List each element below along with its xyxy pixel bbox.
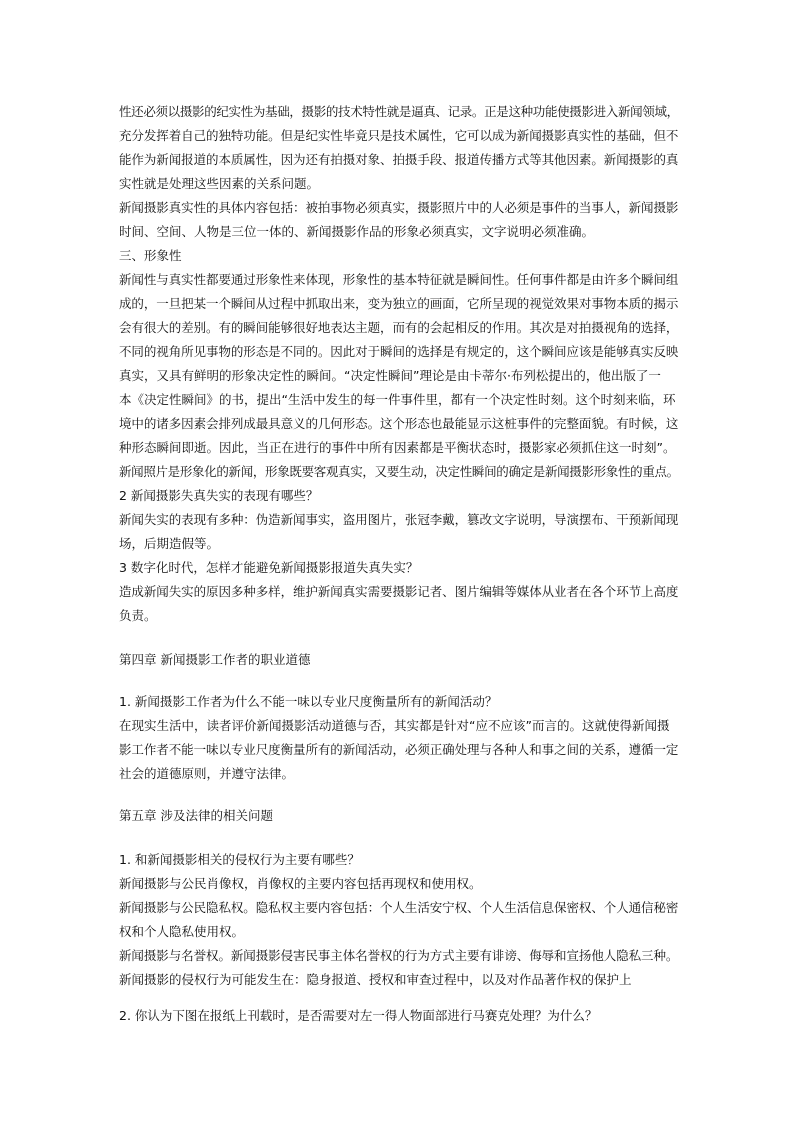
- paragraph-line: 充分发挥着自己的独特功能。但是纪实性毕竟只是技术属性，它可以成为新闻摄影真实性的基础，但不: [119, 128, 679, 143]
- paragraph-line: 新闻摄影与公民肖像权，肖像权的主要内容包括再现权和使用权。: [119, 876, 482, 891]
- chapter-heading: 第五章 涉及法律的相关问题: [119, 808, 273, 823]
- paragraph-line: 新闻照片是形象化的新闻，形象既要客观真实，又要生动，决定性瞬间的确定是新闻摄影形象性的重点。: [119, 464, 679, 479]
- paragraph-line: 权和个人隐私使用权。: [119, 924, 245, 939]
- paragraph-line: 不同的视角所见事物的形态是不同的。因此对于瞬间的选择是有规定的，这个瞬间应该是能够真实反映: [119, 344, 679, 359]
- paragraph-line: 造成新闻失实的原因多种多样，维护新闻真实需要摄影记者、图片编辑等媒体从业者在各个环节上高度: [119, 584, 679, 599]
- paragraph-line: 真实，又具有鲜明的形象决定性的瞬间。“决定性瞬间”理论是由卡蒂尔·布列松提出的，他出版了一: [119, 368, 661, 383]
- paragraph-line: 种形态瞬间即逝。因此，当正在进行的事件中所有因素都是平衡状态时，摄影家必须抓住这一时刻”。: [119, 440, 676, 455]
- paragraph-line: 能作为新闻报道的本质属性，因为还有拍摄对象、拍摄手段、报道传播方式等其他因素。新闻摄影的真: [119, 152, 679, 167]
- chapter-heading: 第四章 新闻摄影工作者的职业道德: [119, 652, 311, 667]
- paragraph-line: 负责。: [119, 608, 157, 623]
- question-heading: 1. 新闻摄影工作者为什么不能一味以专业尺度衡量所有的新闻活动？: [119, 694, 498, 709]
- paragraph-line: 新闻摄影与名誉权。新闻摄影侵害民事主体名誉权的行为方式主要有诽谤、侮辱和宣扬他人隐私三种。: [119, 948, 679, 963]
- paragraph-line: 新闻摄影与公民隐私权。隐私权主要内容包括：个人生活安宁权、个人生活信息保密权、个人通信秘密: [119, 900, 679, 915]
- paragraph-line: 新闻摄影的侵权行为可能发生在：隐身报道、授权和审查过程中，以及对作品著作权的保护上: [119, 972, 632, 987]
- question-heading: 3 数字化时代，怎样才能避免新闻摄影报道失真失实？: [119, 560, 419, 575]
- paragraph-line: 会有很大的差别。有的瞬间能够很好地表达主题，而有的会起相反的作用。其次是对拍摄视角的选择，: [119, 320, 679, 335]
- question-heading: 2 新闻摄影失真失实的表现有哪些？: [119, 488, 319, 503]
- paragraph-line: 新闻摄影真实性的具体内容包括：被拍事物必须真实，摄影照片中的人必须是事件的当事人，新闻摄影: [119, 200, 679, 215]
- paragraph-line: 本《决定性瞬间》的书，提出“生活中发生的每一件事件里，都有一个决定性时刻。这个时刻来临，环: [119, 392, 676, 407]
- paragraph-line: 时间、空间、人物是三位一体的、新闻摄影作品的形象必须真实，文字说明必须准确。: [119, 224, 595, 239]
- paragraph-line: 新闻性与真实性都要通过形象性来体现，形象性的基本特征就是瞬间性。任何事件都是由许多个瞬间组: [119, 272, 679, 287]
- question-heading: 1. 和新闻摄影相关的侵权行为主要有哪些？: [119, 852, 360, 867]
- paragraph-line: 场，后期造假等。: [119, 536, 220, 551]
- paragraph-line: 境中的诸多因素会排列成最具意义的几何形态。这个形态也最能显示这桩事件的完整面貌。有时候，这: [119, 416, 679, 431]
- paragraph-line: 新闻失实的表现有多种：伪造新闻事实，盗用图片，张冠李戴，篡改文字说明，导演摆布、干预新闻现: [119, 512, 679, 527]
- question-heading: 2. 你认为下图在报纸上刊载时，是否需要对左一得人物面部进行马赛克处理？为什么？: [119, 1008, 598, 1023]
- paragraph-line: 成的，一旦把某一个瞬间从过程中抓取出来，变为独立的画面，它所呈现的视觉效果对事物本质的揭示: [119, 296, 679, 311]
- paragraph-line: 实性就是处理这些因素的关系问题。: [119, 176, 320, 191]
- paragraph-line: 社会的道德原则，并遵守法律。: [119, 766, 295, 781]
- paragraph-line: 性还必须以摄影的纪实性为基础，摄影的技术特性就是逼真、记录。正是这种功能使摄影进入新闻领域，: [119, 104, 679, 119]
- paragraph-line: 在现实生活中，读者评价新闻摄影活动道德与否，其实都是针对“应不应该”而言的。这就使得新闻摄: [119, 718, 670, 733]
- paragraph-line: 影工作者不能一味以专业尺度衡量所有的新闻活动，必须正确处理与各种人和事之间的关系，遵循一定: [119, 742, 679, 757]
- section-heading: 三、形象性: [119, 248, 182, 263]
